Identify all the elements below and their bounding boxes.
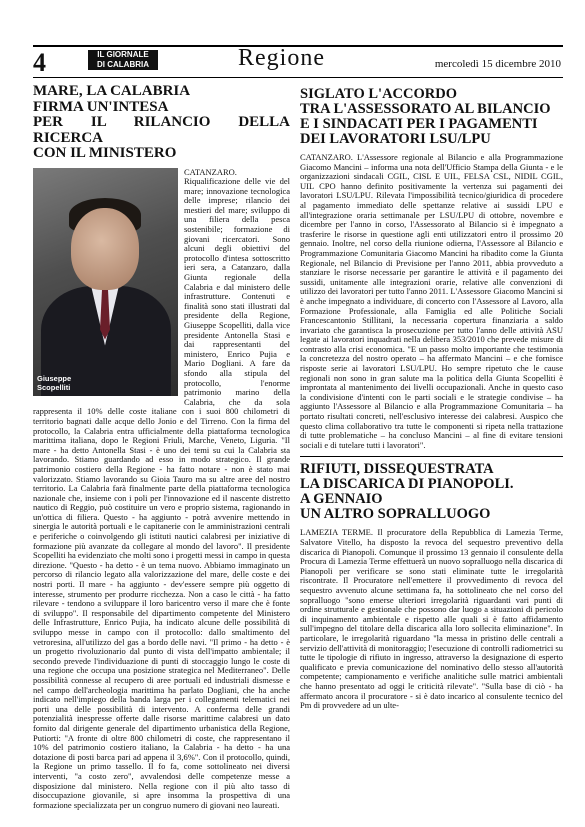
article-separator	[300, 456, 563, 457]
article-headline	[300, 462, 563, 522]
article-headline	[33, 84, 290, 162]
issue-date: mercoledì 15 dicembre 2010	[434, 58, 561, 70]
article-body: CATANZARO. L'Assessore regionale al Bilancio e alla Programmazione Giacomo Mancini – informa una nota dell'Ufficio Stampa della Giunta - e le organizzazioni sindacali CGIL, CISL E UIL, FELSA CSL, NIDIL CGIL, UIL CPO hanno definito positivamente la vertenza sui pagamenti dei lavoratori LSU/LPU. Rilevata l'impossibilità tecnico/giuridica di procedere al pagamento immediato delle spettanze relative ai sussidi LPU e all'integrazione oraria settimanale per LSU/LPU di ottobre, novembre e dicembre per l'anno in corso, l'Assessorato al Bilancio si è impegnato a trasferire le risorse in questione agli enti utilizzatori entro il prossimo 20 gennaio. Inoltre, nel corso della riunione odierna, l'Assessore al Bilancio e Programmazione Comunitaria Giacomo Mancini ha ribadito come la Giunta Regionale, nel Bilancio di Previsione per l'anno 2011, abbia provveduto a stanziare le risorse necessarie per garantire le attività e il pagamento dei sussidi, unitamente alle integrazioni orarie, relative alle convenzioni di utilizzo dei lavoratori per tutto l'anno 2011. L'Assessore Giacomo Mancini si è anche impegnato a individuare, di concerto con l'Assessore al Lavoro, alla Formazione Professionale, alla Famiglia ed alle Politiche Sociali Francescantonio Stillitani, la necessaria copertura finanziaria a saldo invariato che garantisca la prosecuzione per tutto l'anno delle attività ASU legate ai lavoratori inquadrati nella delibera 353/2010 che prevede misure di contrasto alla crisi economica. "E un passo molto importante che testimonia la concretezza del nostro operato – ha affermato Mancini – e che fornisce risposte serie ai lavoratori LSU/LPU. Ho sempre ripetuto che le cause regionali non sono in gran salute ma la politica della Giunta Scopelliti è improntata al mantenimento dei livelli occupazionali. Anche in questo caso la condivisione d'intenti con le parti sociali e le strategie condivise – ha aggiunto l'Assessore al Bilancio e alla Programmazione Comunitaria – ha portato risultati concreti, nell'esclusivo interesse dei calabresi. Auspico che questo clima collaborativo tra tutte le componenti si ripeta nella trattazione di tutte problematiche – ha concluso Mancini – al fine di evitare tensioni sociali e di tutelare tutti i lavoratori".	[300, 152, 563, 450]
article-headline	[300, 87, 563, 147]
portrait-photo	[33, 168, 178, 396]
article-body: CATANZARO. Riqualificazione delle vie del mare; innovazione tecnologica delle imprese; rilancio dei mestieri del mare; sviluppo di una filiera della pesca sostenibile; formazione di giovani ricercatori. Sono alcuni degli obiettivi del protocollo d'intesa sottoscritto ieri sera, a Catanzaro, dalla Giunta regionale della Calabria e dal ministero delle infrastrutture. Contenuti e finalità sono stati illustrati dal presidente della Regione, Giuseppe Scopelliti, dalla vice presidente Antonella Stasi e dai rappresentanti del ministero, Enrico Pujia e Mario Dogliani. A fare da sfondo alla stipula del protocollo, l'enorme patrimonio marino della Calabria, che da sola rappresenta il 10% delle coste italiane con i suoi 800 chilometri di territorio bagnati dalle acque dello Jonio e del Tirreno. Con la firma del protocollo, la Calabria entra ufficialmente della piattaforma tecnologica marittima italiana, dopo le Regioni Friuli, Marche, Veneto, Liguria. "Il mare - ha detto Antonella Stasi - è uno dei temi su cui la Calabria sta lavorando. Stiamo guardando ad esso in modo strategico. Il grande patrimonio costiero della Regione - ha fatto notare - non è stato mai valorizzato. Stiamo lavorando su Gioia Tauro ma su altre aree del nostro territorio. La Calabria farà finalmente parte della piattaforma tecnologica nazionale che, insieme con i poli per l'innovazione ed il nascente distretto nautico di Reggio, può costituire un vero e proprio sistema, ragionando in un'ottica di filiera. Questo - ha aggiunto - potrà avvenire mettendo in sinergia le autorità portuali e le capitanerie con le amministrazioni centrali e periferiche o coinvolgendo gli istituti nautici calabresi per iniziative di formazione più avanzate da collegare al mondo del lavoro". Il presidente Scopelliti ha evidenziato che molti sono i progetti messi in campo in questa direzione. "Questo - ha detto - è un tema nuovo. Abbiamo immaginato un percorso di rilancio legato alla valorizzazione del mare, delle coste e dei nostri porti. Il mare - ha aggiunto - dev'essere sempre più oggetto di interesse, strumento per produrre ricchezza. Non a caso le città - ha fatto rilevare - tendono a sviluppare il loro baricentro verso il mare che è fonte di sviluppo". Il responsabile del dipartimento competente del Ministero delle Infrastrutture, Enrico Pujia, ha indicato alcune delle possibilità di sviluppo messe in campo con il protocollo: dallo smaltimento del vetroresina, all'utilizzo del gas a bordo delle navi. "Il primo - ha detto - è un progetto rivoluzionario dal punto di vista dell'impatto ambientale; il secondo prevede l'individuazione di punti di stoccaggio lungo le coste di una regione che occupa una posizione strategica nel Mediterraneo". Delle possibilità connesse al recupero di aree portuali ed industriali dismesse e nel campo dell'archeologia marittima ha parlato Dogliani, che ha anche indicato nell'impiego della banda larga per i collegamenti telematici nei porti una delle possibilità di intervento. A conferma delle grandi potenzialità inespresse offerte dalle risorse marittime calabresi un dato fornito dal dirigente generale del dipartimento urbanistica della Regione, Putiorti: "A fronte di oltre 800 chilometri di coste, che rappresentano il 10% del patrimonio costiero italiano, la Calabria - ha detto - ha una dotazione di posti barca pari ad appena il 3,6%". Con il protocollo, quindi, la Regione un primo tassello. Il fo fa, come sottolineato nei diversi interventi, "a costo zero", avvalendosi delle competenze messe a disposizione dal ministero. Nella regione con il più alto tasso di disoccupazione giovanile, si apre insomma la prospettiva di una formazione specializzata per un congruo numero di giovani neo laureati.	[33, 166, 290, 810]
headline-line: UN ALTRO SOPRALLUOGO	[300, 506, 491, 523]
page-number: 4	[33, 48, 46, 77]
headline-line: PER IL RILANCIO DELLA RICERCA	[33, 114, 290, 146]
photo-caption	[37, 374, 71, 392]
headline-line: FIRMA UN'INTESA	[33, 98, 169, 115]
headline-line: TRA L'ASSESSORATO AL BILANCIO	[300, 101, 551, 117]
photo-face-shape	[71, 208, 139, 290]
headline-line: LA DISCARICA DI PIANOPOLI.	[300, 476, 514, 493]
caption-line: Giuseppe	[37, 373, 72, 383]
section-title: Regione	[238, 45, 325, 71]
right-column	[300, 82, 563, 822]
headline-line: E I SINDACATI PER I PAGAMENTI	[300, 116, 538, 132]
logo-line-2: DI CALABRIA	[97, 60, 149, 69]
newspaper-logo	[88, 50, 158, 70]
header-rule	[33, 77, 563, 78]
caption-line: Scopelliti	[37, 382, 71, 392]
logo-line-1: IL GIORNALE	[97, 50, 149, 59]
headline-line: RIFIUTI, DISSEQUESTRATA	[300, 461, 494, 478]
headline-line: CON IL MINISTERO	[33, 145, 177, 161]
headline-line: MARE, LA CALABRIA	[33, 83, 191, 99]
headline-line: SIGLATO L'ACCORDO	[300, 86, 457, 102]
headline-line: A GENNAIO	[300, 491, 383, 508]
article-body: LAMEZIA TERME. Il procuratore della Repubblica di Lamezia Terme, Salvatore Vitello, ha disposto la revoca del sequestro preventivo della discarica di Pianopoli. Comunque il prossimo 13 gennaio il consulente della Procura di Lamezia Terme effettuerà un nuovo sopralluogo nella discarica di Pianopoli per verificare se sono stati eliminate tutte le irregolarità riscontrate. Il Procuratore nell'emettere il provvedimento di revoca del sequestro avvenuto alcune settimana fa, ha sottolineato che nel corso del sopralluogo "sono emerse ulteriori irregolarità riguardanti vari punti di ordine strutturale e gestionale che possono dar luogo a situazioni di pericolo di inquinamento ambientale e rispetto alle quali si è fatto affidamento sull'impegno del titolare della discarica alla loro sollecita eliminazione". In particolare, le irregolarità riguardano "la messa in pristino delle centrali a servizio dell'attività di monitoraggio; l'esecuzione di controlli radiometrici su tutte le tipologie di rifiuto in ingresso, attraverso la designazione di esperto qualificato e previa comunicazione del nominativo dello stesso all'autorità competente; campionamento e verifiche analitiche sulle matrici ambientali che hanno presentato ad oggi le criticità rilevate". "Sulla base di ciò - ha affermato ancora il procuratore - si è dato incarico al consulente tecnico del Pm di provvedere ad un ulte-	[300, 527, 563, 711]
headline-line: DEI LAVORATORI LSU/LPU	[300, 131, 491, 147]
left-column	[33, 82, 290, 822]
